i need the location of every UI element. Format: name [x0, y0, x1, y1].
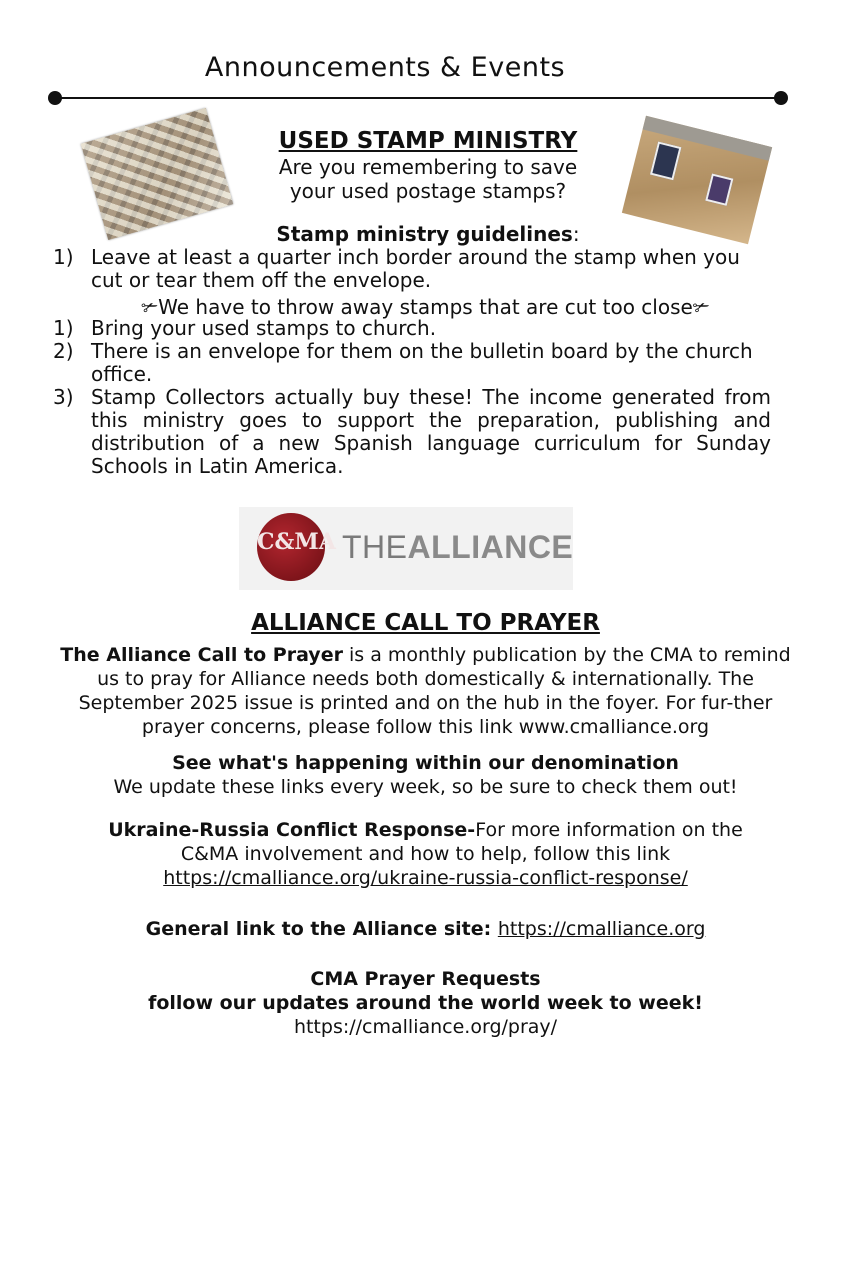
list-number: 1): [53, 316, 74, 340]
prayer-requests-link[interactable]: https://cmalliance.org/pray/: [293, 1016, 558, 1038]
guidelines-heading: [94, 222, 762, 246]
list-item: [53, 317, 771, 340]
prayer-requests-subheading: follow our updates around the world week to week!: [148, 992, 703, 1014]
general-link[interactable]: https://cmalliance.org: [497, 918, 706, 940]
list-item: [53, 340, 771, 386]
prayer-requests-heading: CMA Prayer Requests: [310, 968, 541, 990]
list-text: Stamp Collectors actually buy these! The income generated from this ministry goes to support the preparation, publishing and distribution of a new Spanish language curriculum for Sunday Schools in Latin America.: [91, 385, 771, 478]
list-number: 1): [53, 245, 74, 269]
wordmark-alliance: ALLIANCE: [407, 529, 574, 565]
alliance-wordmark: [342, 529, 573, 566]
guidelines-list-b: [53, 317, 771, 478]
general-link-section: [50, 917, 801, 941]
call-to-prayer-lead: The Alliance Call to Prayer: [60, 644, 343, 666]
ukraine-body: For more information on the C&MA involvement and how to help, follow this link: [180, 819, 743, 865]
ukraine-link[interactable]: https://cmalliance.org/ukraine-russia-conflict-response/: [163, 867, 688, 889]
guidelines-colon: :: [572, 222, 580, 246]
list-number: 2): [53, 339, 74, 363]
title-divider: [55, 97, 781, 99]
ukraine-section: [50, 818, 801, 890]
subtitle-line: your used postage stamps?: [289, 179, 567, 203]
alliance-seal-icon: [257, 513, 336, 581]
list-text: Bring your used stamps to church.: [91, 316, 437, 340]
list-number: 3): [53, 385, 74, 409]
subtitle-line: Are you remembering to save: [278, 155, 578, 179]
list-text: Leave at least a quarter inch border around the stamp when you cut or tear them off the envelope.: [91, 245, 740, 292]
list-item: [53, 246, 753, 292]
stamp-ministry-heading: USED STAMP MINISTRY: [278, 128, 578, 154]
prayer-requests-section: [50, 967, 801, 1039]
call-to-prayer-body: is a monthly publication by the CMA to remind us to pray for Alliance needs both domestically & internationally. The September 2025 issue is printed and on the hub in the foyer. For fur-ther prayer concerns, please follow this link www.cmalliance.org: [78, 644, 791, 738]
list-item: [53, 386, 771, 478]
denomination-body: We update these links every week, so be sure to check them out!: [113, 776, 738, 798]
general-label: General link to the Alliance site:: [145, 918, 498, 940]
wordmark-the: THE: [342, 529, 408, 565]
guidelines-list-a: [53, 246, 753, 292]
denomination-heading: See what's happening within our denomination: [172, 752, 679, 774]
page-title: Announcements & Events: [204, 52, 566, 83]
seal-text: C&MA: [257, 529, 336, 555]
stamp-ministry-subtitle: [94, 155, 762, 203]
ukraine-label: Ukraine-Russia Conflict Response-: [108, 819, 476, 841]
guidelines-label: Stamp ministry guidelines: [276, 222, 573, 246]
call-to-prayer-paragraph: [50, 643, 801, 739]
alliance-logo: [239, 507, 573, 590]
call-to-prayer-heading: ALLIANCE CALL TO PRAYER: [251, 610, 600, 636]
rule-right-dot: [774, 91, 788, 105]
list-text: There is an envelope for them on the bulletin board by the church office.: [91, 339, 753, 386]
scissors-note: ✃We have to throw away stamps that are cut too close✃: [141, 295, 710, 319]
denomination-section: [50, 751, 801, 799]
